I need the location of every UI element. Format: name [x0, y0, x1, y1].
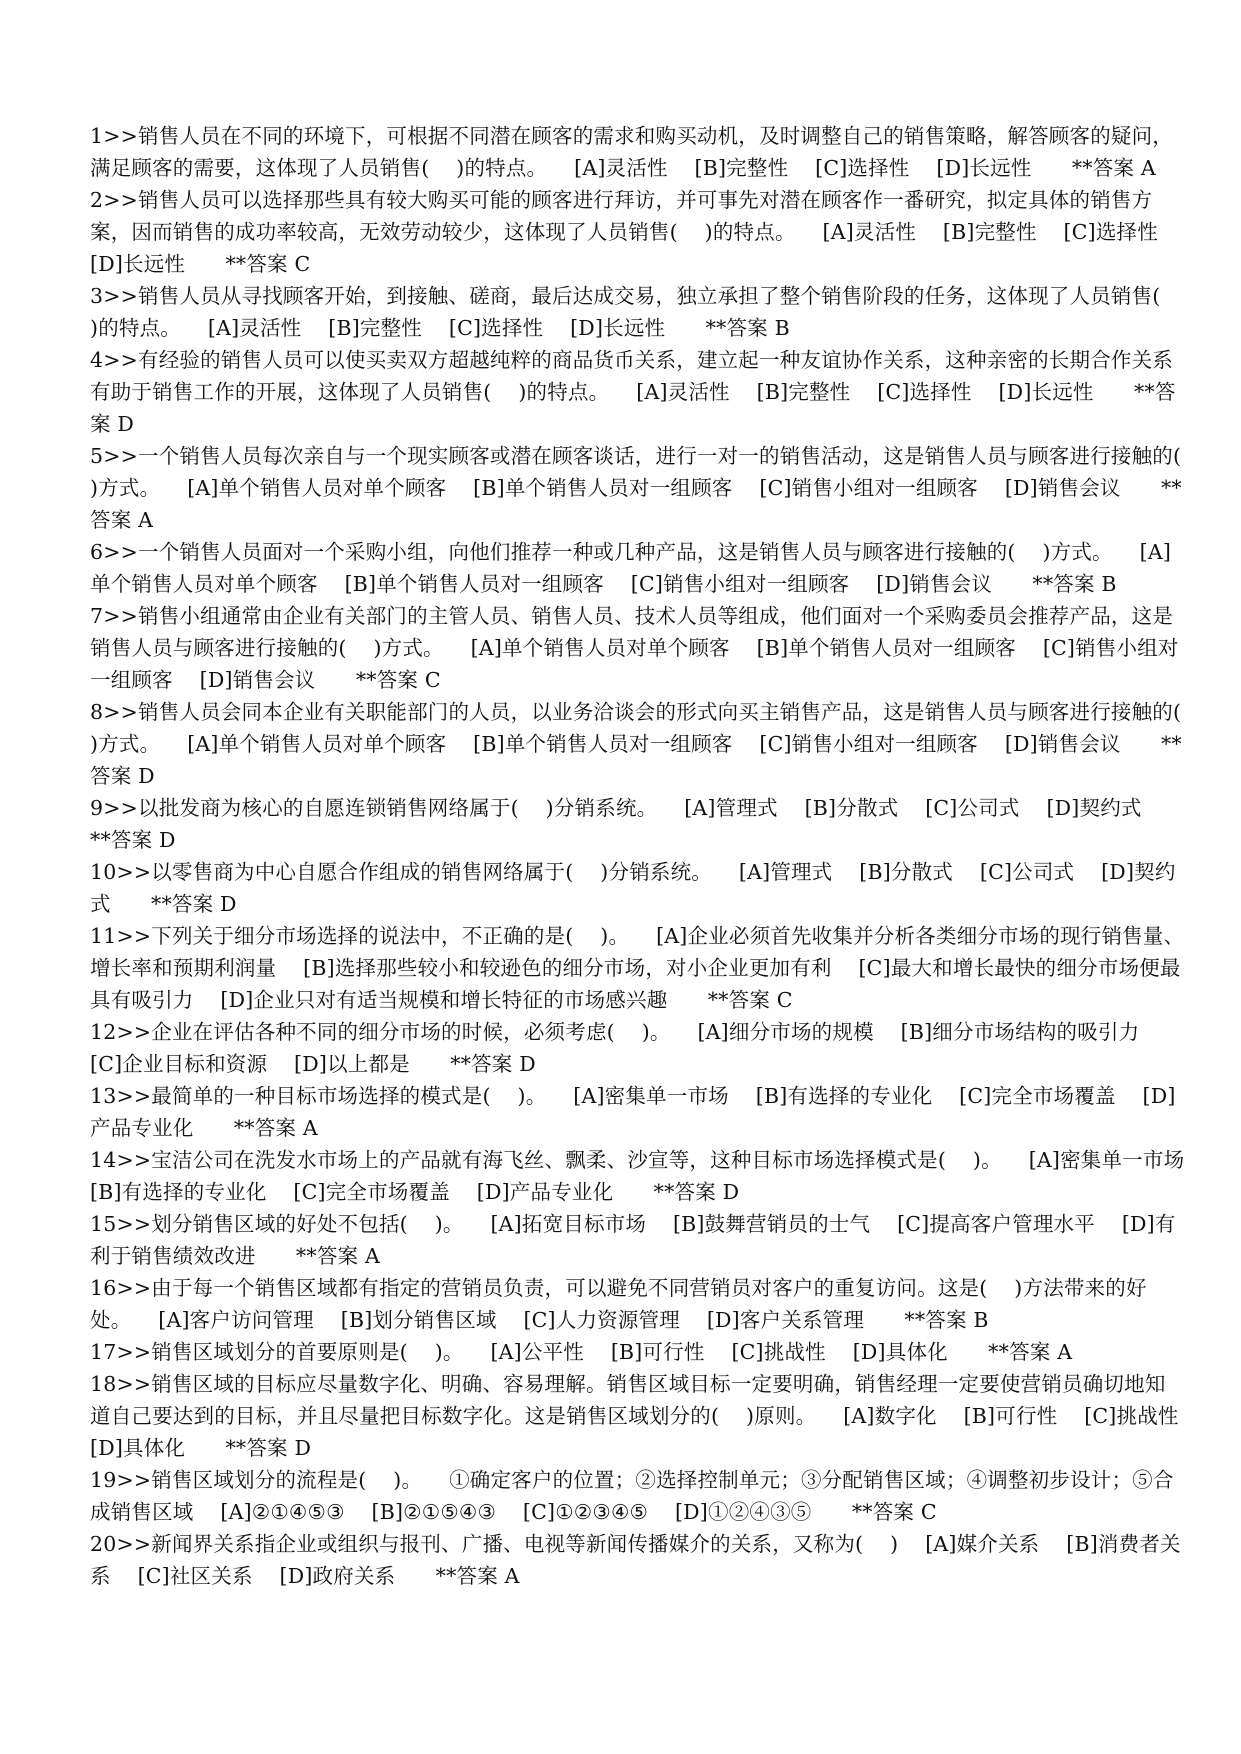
- question-14: [90, 1144, 1212, 1208]
- question-answer: **答案 A: [988, 1340, 1073, 1364]
- question-answer: **答案 C: [851, 1500, 937, 1524]
- question-options: [A]单个销售人员对单个顾客 [B]单个销售人员对一组顾客 [C]销售小组对一组顾客 [D]销售会议: [90, 636, 1179, 692]
- question-20: [90, 1528, 1185, 1592]
- question-options: [A]单个销售人员对单个顾客 [B]单个销售人员对一组顾客 [C]销售小组对一组顾客 [D]销售会议: [187, 732, 1121, 756]
- question-options: [A]管理式 [B]分散式 [C]公司式 [D]契约式: [90, 860, 1176, 916]
- question-answer: **答案 D: [450, 1052, 536, 1076]
- question-9: [90, 792, 1185, 856]
- question-stem: 14>>宝洁公司在洗发水市场上的产品就有海飞丝、飘柔、沙宣等，这种目标市场选择模式是( )。: [90, 1148, 1002, 1172]
- question-options: [A]细分市场的规模 [B]细分市场结构的吸引力 [C]企业目标和资源 [D]以上都是: [90, 1020, 1167, 1076]
- question-stem: 3>>销售人员从寻找顾客开始，到接触、磋商，最后达成交易，独立承担了整个销售阶段的任务，这体现了人员销售( )的特点。: [90, 284, 1188, 340]
- question-options: ①确定客户的位置；②选择控制单元；③分配销售区域；④调整初步设计；⑤合成销售区域 [A]②①④⑤③ [B]②①⑤④③ [C]①②③④⑤ [D]①②④③⑤: [90, 1468, 1174, 1524]
- question-answer: **答案 C: [707, 988, 793, 1012]
- question-stem: 16>>由于每一个销售区域都有指定的营销员负责，可以避免不同营销员对客户的重复访问。这是( )方法带来的好处。: [90, 1276, 1147, 1332]
- question-6: [90, 536, 1185, 600]
- question-17: [90, 1336, 1185, 1368]
- question-options: [A]管理式 [B]分散式 [C]公司式 [D]契约式: [684, 796, 1142, 820]
- question-stem: 17>>销售区域划分的首要原则是( )。: [90, 1340, 464, 1364]
- question-11: [90, 920, 1185, 1016]
- question-options: [A]密集单一市场 [B]有选择的专业化 [C]完全市场覆盖 [D]产品专业化: [90, 1148, 1212, 1204]
- question-2: [90, 184, 1185, 280]
- question-options: [A]灵活性 [B]完整性 [C]选择性 [D]长远性: [636, 380, 1094, 404]
- question-stem: 8>>销售人员会同本企业有关职能部门的人员，以业务洽谈会的形式向买主销售产品，这是销售人员与顾客进行接触的( )方式。: [90, 700, 1209, 756]
- question-19: [90, 1464, 1185, 1528]
- question-stem: 1>>销售人员在不同的环境下，可根据不同潜在顾客的需求和购买动机，及时调整自己的销售策略，解答顾客的疑问，满足顾客的需要，这体现了人员销售( )的特点。: [90, 124, 1173, 180]
- question-stem: 20>>新闻界关系指企业或组织与报刊、广播、电视等新闻传播媒介的关系，又称为( ): [90, 1532, 899, 1556]
- question-15: [90, 1208, 1185, 1272]
- question-answer: **答案 C: [355, 668, 441, 692]
- question-stem: 2>>销售人员可以选择那些具有较大购买可能的顾客进行拜访，并可事先对潜在顾客作一番研究，拟定具体的销售方案，因而销售的成功率较高，无效劳动较少，这体现了人员销售( )的特点。: [90, 188, 1153, 244]
- question-options: [A]企业必须首先收集并分析各类细分市场的现行销售量、增长率和预期利润量 [B]选择那些较小和较逊色的细分市场，对小企业更加有利 [C]最大和增长最快的细分市场便最具有吸引力 [D]企业只对有适当规模和增长特征的市场感兴趣: [90, 924, 1185, 1012]
- question-options: [A]媒介关系 [B]消费者关系 [C]社区关系 [D]政府关系: [90, 1532, 1181, 1588]
- question-8: [90, 696, 1209, 792]
- question-7: [90, 600, 1185, 696]
- question-options: [A]单个销售人员对单个顾客 [B]单个销售人员对一组顾客 [C]销售小组对一组顾客 [D]销售会议: [187, 476, 1121, 500]
- question-stem: 7>>销售小组通常由企业有关部门的主管人员、销售人员、技术人员等组成，他们面对一个采购委员会推荐产品，这是销售人员与顾客进行接触的( )方式。: [90, 604, 1173, 660]
- question-18: [90, 1368, 1206, 1464]
- question-stem: 12>>企业在评估各种不同的细分市场的时候，必须考虑( )。: [90, 1020, 671, 1044]
- question-options: [A]灵活性 [B]完整性 [C]选择性 [D]长远性: [574, 156, 1032, 180]
- question-options: [A]拓宽目标市场 [B]鼓舞营销员的士气 [C]提高客户管理水平 [D]有利于销售绩效改进: [90, 1212, 1176, 1268]
- question-answer: **答案 D: [90, 828, 176, 852]
- question-options: [A]灵活性 [B]完整性 [C]选择性 [D]长远性: [207, 316, 666, 340]
- question-13: [90, 1080, 1185, 1144]
- question-stem: 15>>划分销售区域的好处不包括( )。: [90, 1212, 464, 1236]
- question-answer: **答案 A: [295, 1244, 380, 1268]
- question-options: [A]密集单一市场 [B]有选择的专业化 [C]完全市场覆盖 [D]产品专业化: [90, 1084, 1176, 1140]
- question-answer: **答案 D: [151, 892, 237, 916]
- question-answer: **答案 D: [653, 1180, 740, 1204]
- question-answer: **答案 C: [225, 252, 311, 276]
- question-answer: **答案 A: [90, 476, 1182, 532]
- question-options: [A]灵活性 [B]完整性 [C]选择性 [D]长远性: [90, 220, 1185, 276]
- question-10: [90, 856, 1185, 920]
- question-4: [90, 344, 1185, 440]
- question-stem: 11>>下列关于细分市场选择的说法中，不正确的是( )。: [90, 924, 630, 948]
- question-answer: **答案 D: [225, 1436, 312, 1460]
- question-stem: 6>>一个销售人员面对一个采购小组，向他们推荐一种或几种产品，这是销售人员与顾客进行接触的( )方式。: [90, 540, 1113, 564]
- question-answer: **答案 A: [1071, 156, 1156, 180]
- question-options: [A]数字化 [B]可行性 [C]挑战性 [D]具体化: [90, 1404, 1206, 1460]
- question-1: [90, 120, 1185, 184]
- question-options: [A]公平性 [B]可行性 [C]挑战性 [D]具体化: [490, 1340, 948, 1364]
- question-answer: **答案 B: [904, 1308, 989, 1332]
- question-answer: **答案 A: [435, 1564, 520, 1588]
- question-stem: 13>>最简单的一种目标市场选择的模式是( )。: [90, 1084, 547, 1108]
- question-answer: **答案 D: [90, 732, 1182, 788]
- question-options: [A]客户访问管理 [B]划分销售区域 [C]人力资源管理 [D]客户关系管理: [158, 1308, 865, 1332]
- question-stem: 9>>以批发商为核心的自愿连锁销售网络属于( )分销系统。: [90, 796, 658, 820]
- question-answer: **答案 B: [1032, 572, 1117, 596]
- question-stem: 4>>有经验的销售人员可以使买卖双方超越纯粹的商品货币关系，建立起一种友谊协作关系，这种亲密的长期合作关系有助于销售工作的开展，这体现了人员销售( )的特点。: [90, 348, 1173, 404]
- question-stem: 19>>销售区域划分的流程是( )。: [90, 1468, 423, 1492]
- question-list: [90, 120, 1212, 1592]
- question-answer: **答案 D: [90, 380, 1176, 436]
- question-16: [90, 1272, 1185, 1336]
- question-12: [90, 1016, 1185, 1080]
- question-answer: **答案 A: [233, 1116, 318, 1140]
- question-stem: 10>>以零售商为中心自愿合作组成的销售网络属于( )分销系统。: [90, 860, 712, 884]
- question-answer: **答案 B: [705, 316, 790, 340]
- question-5: [90, 440, 1209, 536]
- question-options: [A]单个销售人员对单个顾客 [B]单个销售人员对一组顾客 [C]销售小组对一组顾客 [D]销售会议: [90, 540, 1172, 596]
- question-stem: 5>>一个销售人员每次亲自与一个现实顾客或潜在顾客谈话，进行一对一的销售活动，这是销售人员与顾客进行接触的( )方式。: [90, 444, 1209, 500]
- question-3: [90, 280, 1188, 344]
- question-stem: 18>>销售区域的目标应尽量数字化、明确、容易理解。销售区域目标一定要明确，销售经理一定要使营销员确切地知道自己要达到的目标，并且尽量把目标数字化。这是销售区域划分的( )原则。: [90, 1372, 1166, 1428]
